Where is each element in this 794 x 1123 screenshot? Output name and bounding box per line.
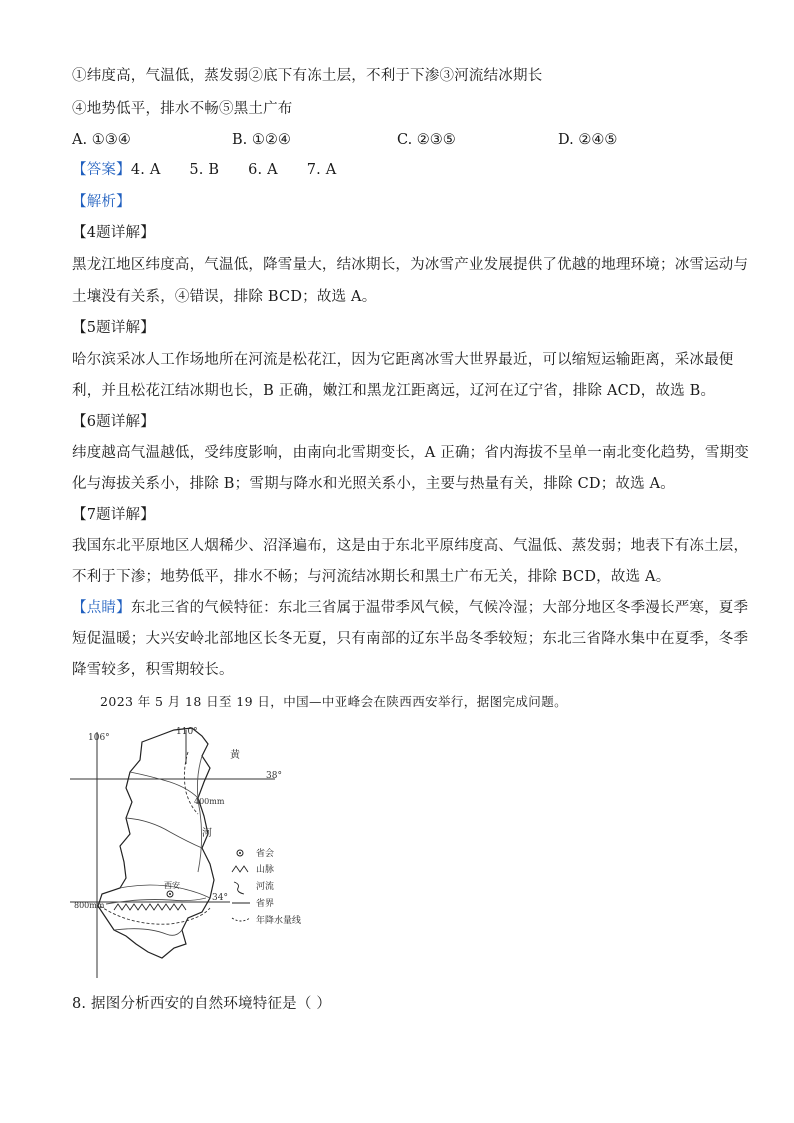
q7-line-2: 不利于下渗；地势低平，排水不畅；与河流结冰期长和黑土广布无关，排除 BCD，故选 A。 (72, 569, 671, 585)
label-34: 34° (212, 893, 228, 903)
q4-heading: 【4题详解】 (72, 225, 155, 241)
tip-text-1: 东北三省的气候特征：东北三省属于温带季风气候，气候冷湿；大部分地区冬季漫长严寒，夏季 (130, 600, 749, 616)
q6-heading: 【6题详解】 (72, 414, 155, 430)
q5-line-2: 利，并且松花江结冰期也长，B 正确，嫩江和黑龙江距离远，辽河在辽宁省，排除 ACD，故选 B。 (72, 383, 716, 399)
map-legend (232, 847, 301, 926)
q4-line-2: 土壤没有关系，④错误，排除 BCD；故选 A。 (72, 289, 377, 305)
label-38: 38° (266, 771, 282, 781)
q7-line-1: 我国东北平原地区人烟稀少、沼泽遍布，这是由于东北平原纬度高、气温低、蒸发弱；地表下有冻土层， (72, 538, 749, 554)
question-8: 8. 据图分析西安的自然环境特征是（ ） (72, 996, 332, 1012)
river-label-he: 河 (202, 828, 212, 839)
legend-isohyet-label: 年降水量线 (256, 916, 302, 926)
xian-capital-dot (169, 893, 171, 895)
legend-capital-label: 省会 (256, 849, 275, 859)
map-intro: 2023 年 5 月 18 日至 19 日，中国—中亚峰会在陕西西安举行，据图完成问题。 (100, 694, 567, 709)
province-boundary (98, 728, 214, 958)
inner-boundary-1 (130, 772, 198, 798)
river-label-huang: 黄 (230, 750, 240, 761)
options-line-1: ①纬度高，气温低，蒸发弱②底下有冻土层，不利于下渗③河流结冰期长 (72, 68, 543, 84)
isohyet-400-label: 400mm (194, 797, 225, 806)
label-110: 110° (176, 727, 198, 737)
yellow-river (197, 756, 202, 872)
legend-boundary-label: 省界 (256, 899, 275, 909)
q6-line-1: 纬度越高气温越低，受纬度影响，由南向北雪期变长，A 正确；省内海拔不呈单一南北变化趋势，雪期变 (72, 445, 749, 461)
tip-label: 【点睛】 (72, 600, 131, 616)
legend-river-label: 河流 (256, 882, 275, 892)
answer-line (72, 160, 336, 180)
inner-boundary-4 (114, 929, 182, 936)
q5-heading: 【5题详解】 (72, 320, 155, 336)
legend-mountain-icon (232, 866, 248, 872)
analysis-label: 【解析】 (72, 194, 131, 210)
legend-river-icon (234, 882, 244, 894)
legend-mountain-label: 山脉 (256, 865, 275, 875)
choice-d: D. ②④⑤ (558, 132, 618, 148)
choice-b: B. ①②④ (232, 132, 291, 148)
answer-label: 【答案】 (72, 162, 131, 178)
q4-line-1: 黑龙江地区纬度高，气温低，降雪量大，结冰期长，为冰雪产业发展提供了优越的地理环境；冰雪运动与 (72, 257, 749, 273)
qinling-mountains (114, 904, 186, 910)
choice-a: A. ①③④ (72, 132, 131, 148)
wei-river (106, 898, 206, 904)
inner-boundary-2 (126, 818, 202, 848)
shaanxi-map (70, 722, 400, 984)
label-106: 106° (88, 733, 110, 743)
xian-label: 西安 (164, 881, 180, 890)
q6-line-2: 化与海拔关系小，排除 B；雪期与降水和光照关系小，主要与热量有关，排除 CD；故选 A。 (72, 476, 675, 492)
tip-line-3: 降雪较多，积雪期较长。 (72, 662, 234, 678)
isohyet-800-label: 800mm (74, 901, 105, 910)
legend-isohyet-icon (232, 918, 250, 921)
options-line-2: ④地势低平，排水不畅⑤黑土广布 (72, 101, 293, 117)
answer-text: 4. A 5. B 6. A 7. A (130, 162, 337, 178)
tip-line-2: 短促温暖；大兴安岭北部地区长冬无夏，只有南部的辽东半岛冬季较短；东北三省降水集中在夏季，冬季 (72, 631, 749, 647)
q5-line-1: 哈尔滨采冰人工作场地所在河流是松花江，因为它距离冰雪大世界最近，可以缩短运输距离，采冰最便 (72, 352, 734, 368)
legend-capital-dot (239, 852, 241, 854)
tip-line-1 (72, 598, 748, 618)
q7-heading: 【7题详解】 (72, 507, 155, 523)
choice-c: C. ②③⑤ (397, 132, 456, 148)
